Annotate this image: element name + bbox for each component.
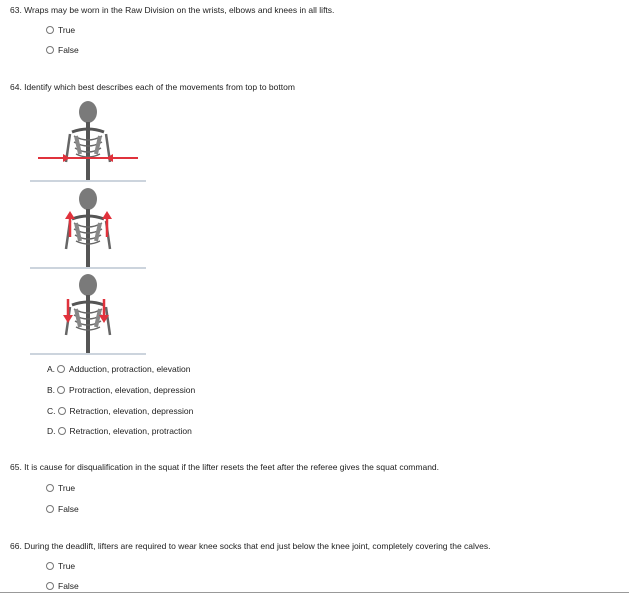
option-letter: D. xyxy=(47,426,56,436)
skeleton-figure-retraction xyxy=(30,100,146,182)
q66-option-false[interactable] xyxy=(46,581,79,591)
option-label: Retraction, elevation, depression xyxy=(69,406,194,416)
radio-button[interactable] xyxy=(57,386,65,394)
skeleton-icon xyxy=(66,188,110,267)
q63-option-false[interactable] xyxy=(46,45,79,55)
option-label: Protraction, elevation, depression xyxy=(69,385,196,395)
option-label: False xyxy=(58,581,79,591)
radio-button[interactable] xyxy=(58,427,66,435)
skeleton-icon xyxy=(66,101,110,180)
q66-option-true[interactable] xyxy=(46,561,75,571)
option-label: Adduction, protraction, elevation xyxy=(69,364,191,374)
q64-option-a[interactable] xyxy=(47,364,190,374)
q64-option-c[interactable] xyxy=(47,406,193,416)
question-66: 66. During the deadlift, lifters are required to wear knee socks that end just below the knee joint, completely covering the calves. xyxy=(10,541,491,551)
skeleton-figure-elevation xyxy=(30,187,146,269)
question-65: 65. It is cause for disqualification in the squat if the lifter resets the feet after the referee gives the squat command. xyxy=(10,462,440,472)
q65-option-false[interactable] xyxy=(46,504,79,514)
option-letter: C. xyxy=(47,406,56,416)
q65-option-true[interactable] xyxy=(46,483,75,493)
q64-option-b[interactable] xyxy=(47,385,195,395)
question-63: 63. Wraps may be worn in the Raw Division on the wrists, elbows and knees in all lifts. xyxy=(10,5,335,15)
q63-option-true[interactable] xyxy=(46,25,75,35)
option-label: False xyxy=(58,45,79,55)
q64-option-d[interactable] xyxy=(47,426,192,436)
option-label: True xyxy=(58,25,76,35)
radio-button[interactable] xyxy=(46,46,54,54)
radio-button[interactable] xyxy=(46,26,54,34)
radio-button[interactable] xyxy=(46,484,54,492)
page-divider xyxy=(0,592,629,593)
option-letter: A. xyxy=(47,364,56,374)
skeleton-figure-depression xyxy=(30,273,146,355)
option-label: False xyxy=(58,504,79,514)
radio-button[interactable] xyxy=(46,582,54,590)
radio-button[interactable] xyxy=(46,562,54,570)
option-label: True xyxy=(58,561,76,571)
option-label: Retraction, elevation, protraction xyxy=(69,426,192,436)
radio-button[interactable] xyxy=(58,407,66,415)
radio-button[interactable] xyxy=(46,505,54,513)
question-64: 64. Identify which best describes each of the movements from top to bottom xyxy=(10,82,295,92)
radio-button[interactable] xyxy=(57,365,65,373)
option-letter: B. xyxy=(47,385,56,395)
option-label: True xyxy=(58,483,76,493)
